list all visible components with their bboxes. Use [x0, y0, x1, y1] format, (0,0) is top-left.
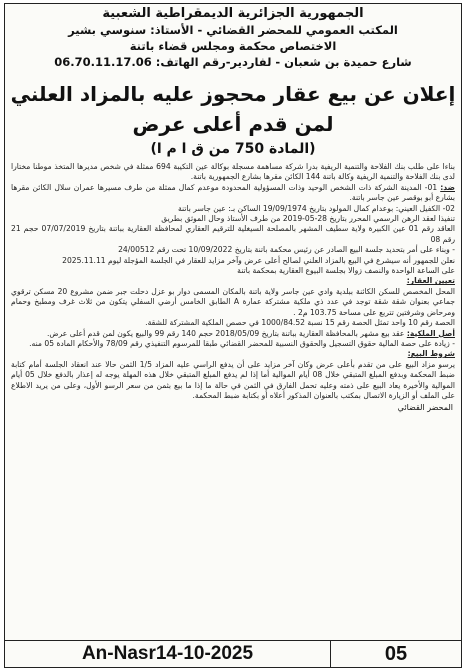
against-text: 01- المدينة الشركة ذات الشخص الوحيد وذات المسؤولية المحدودة موعدم كمال ممثلة من طرف مسيرها عمران سلال الكائن مقرها بشارع أبو بوقصر عين جاسر باتنة. [11, 182, 455, 203]
execution-text: العاقد رقم 01 عين الكبيرة ولاية سطيف المشهر بالمصلحة السيغلية للترقيم العقاري لمحافظة العقارية بباتنة بتاريخ 07/07/2019 حجم 21 رقم 08 [11, 224, 455, 244]
issue-reference: An-Nasr14-10-2025 [5, 641, 331, 667]
designation-label: تعيين العقار: [406, 276, 455, 286]
intro-paragraph: بناءا على طلب بنك الفلاحة والتنمية الريفية بدرا شركة مساهمة مسجلة بوكالة عين التكيبة 694 ممثلة في شخص مديرها المتخذ موطنا مختارا لدى بنك الفلاحة والتنمية الريفية وكالة باتنة 144 الكائن مقرها بشارع الجمهورية باتنة. [11, 162, 456, 182]
page-footer [5, 640, 461, 667]
terms-label: شروط البيع: [407, 349, 455, 359]
jurisdiction-line: الاختصاص محكمة ومجلس قضاء باتنة [129, 39, 337, 53]
order-text: - وبناء على أمر بتحديد جلسة البيع الصادر عن رئيس محكمة باتنة بتاريخ 10/09/2022 تحت رقم 24/00512 [118, 245, 455, 255]
time-text: على الساعة الواحدة والنصف زوالا بجلسة البيوع العقارية بمحكمة باتنة [237, 266, 455, 276]
against-label: ضد: [440, 182, 455, 192]
page-number: 05 [384, 643, 408, 665]
parts-text: الحصة رقم 10 واحد تمثل الحصة رقم 15 نسبة 1000/84.52 في حصص الملكية المشتركة للشقة. [145, 318, 455, 328]
newspaper-notice [4, 3, 462, 668]
execution-label: تنفيذا لعقد الرهن الرسمي المحرر بتاريخ 28-05-2019 من طرف الأستاذ وحال الموثق بطريق [161, 214, 455, 224]
office-header [5, 4, 461, 70]
legal-article: (المادة 750 من ق ا م ا) [150, 141, 316, 157]
origin-label: أصل الملكية: [406, 328, 455, 338]
designation-text: المحل المخصص للسكن الكائنة ببلدية وادي عين جاسر ولاية باتنة بالمكان المسمى دوار بو عزل دحلت جبر ضمن مشروع 20 مسكن ترقوي جماعي بعنوان شقة شقة توجد في عدد ذي ملكية مشتركة عمارة A الطابق الخامس أرضي السفلي يتكون من ثلاث غرف ومطبخ وحمام ومرحاض وشرفتين تتربع على مساحة 103.75 م2 . [11, 286, 455, 317]
office-line: المكتب العمومي للمحضر القضائي - الأستاذ: سنوسي بشير [68, 23, 398, 37]
notice-subtitle: لمن قدم أعلى عرض [132, 112, 334, 136]
guarantor-text: 02- الكفيل العيني: بوعدام كمال المولود بتاريخ 19/09/1974 الساكن بـ: عين جاسر باتنة [177, 203, 455, 213]
notice-body [5, 158, 461, 401]
terms-text: يرسو مزاد البيع على من تقدم بأعلى عرض وكان آخر مزايد على أن يدفع الراسي عليه المزاد 1/5 الثمن حالا عند انعقاد الجلسة أمام كتابة ضبط المحكمة وبدفع المبلغ المتبقي خلال 08 أيام الموالية أما إذا لم يدفع المبلغ المتبقي خلال هذه المهلة يوجه له إعذار بالدفع خلال 05 أيام الموالية والأخيرة يعاد البيع على ذمته وعليه تحمل الفارق في الثمن في حالة ما إذا ما بيع بثمن من سعر الرسو الأول، وعلى من يريد الاطلاع على الملف أو الزيارة الاتصال بمكتب بالعنوان المذكور أعلاه أو بكتابة ضبط المحكمة. [11, 359, 455, 400]
bailiff-signature: المحضر القضائي [397, 403, 453, 413]
conditions-text: - زيادة على حصة المالية حقوق التسجيل والحقوق النسبية للمحضر القضائي طبقا للمرسوم التنفيذي رقم 78/09 والأحكام المادة 05 منه. [29, 338, 455, 348]
notice-title: إعلان عن بيع عقار محجوز عليه بالمزاد العلني [10, 82, 456, 106]
origin-text: عقد بيع مشهر بالمحافظة العقارية بباتنة بتاريخ 2018/05/09 حجم 140 رقم 99 والبيع يكون لمن قدم أعلى عرض. [46, 328, 405, 338]
address-line: شارع حميدة بن شعبان - لفاردير-رقم الهاتف: 06.70.11.17.06 [54, 55, 412, 69]
announcement-text: نعلن للجمهور أنه سيشرع في البيع بالمزاد العلني لصالح أعلى عرض وآخر مزايد للعقار في الجلسة المؤجلة ليوم 2025.11.11 [62, 255, 455, 265]
republic-line: الجمهورية الجزائرية الديمقراطية الشعبية [102, 6, 364, 21]
